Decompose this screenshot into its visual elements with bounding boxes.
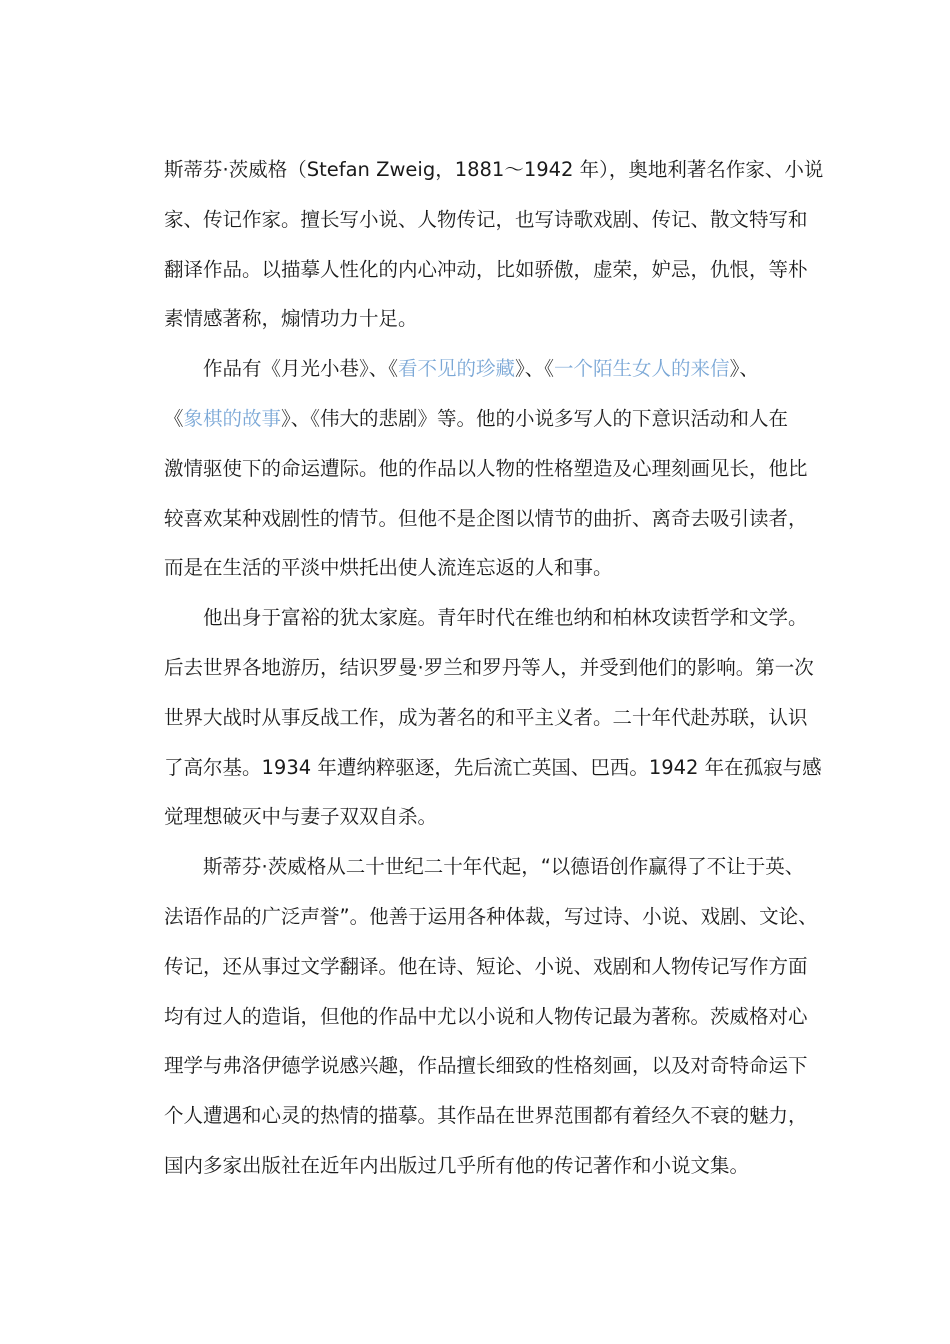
text-segment: 作品有《月光小巷》、《 xyxy=(203,357,399,381)
text-line: 斯蒂芬·茨威格（Stefan Zweig，1881～1942 年），奥地利著名作家、小说 xyxy=(164,158,824,181)
text-line: 家、传记作家。擅长写小说、人物传记，也写诗歌戏剧、传记、散文特写和 xyxy=(164,207,808,231)
text-line: 较喜欢某种戏剧性的情节。但他不是企图以情节的曲折、离奇去吸引读者， xyxy=(164,506,808,530)
text-line: 法语作品的广泛声誉”。他善于运用各种体裁，写过诗、小说、戏剧、文论、 xyxy=(164,904,818,928)
paragraph-4 xyxy=(164,842,818,1191)
text-line: 而是在生活的平淡中烘托出使人流连忘返的人和事。 xyxy=(164,556,613,580)
text-line: 世界大战时从事反战工作，成为著名的和平主义者。二十年代赴苏联，认识 xyxy=(164,705,808,729)
paragraph-1 xyxy=(164,145,824,344)
text-line: 后去世界各地游历，结识罗曼·罗兰和罗丹等人，并受到他们的影响。第一次 xyxy=(164,655,814,679)
text-segment: 》、《 xyxy=(515,357,555,381)
paragraph-3 xyxy=(164,593,822,842)
link-kanbujian-de-zhencang[interactable]: 看不见的珍藏 xyxy=(398,357,516,381)
text-segment: 《 xyxy=(164,406,184,430)
text-line: 个人遭遇和心灵的热情的描摹。其作品在世界范围都有着经久不衰的魅力， xyxy=(164,1104,808,1128)
text-line: 理学与弗洛伊德学说感兴趣，作品擅长细致的性格刻画，以及对奇特命运下 xyxy=(164,1054,808,1078)
text-segment: 》、 xyxy=(729,357,759,381)
text-line xyxy=(164,344,806,394)
text-line: 素情感著称，煽情功力十足。 xyxy=(164,307,418,331)
text-line: 均有过人的造诣，但他的作品中尤以小说和人物传记最为著称。茨威格对心 xyxy=(164,1004,808,1028)
text-segment: 》、《伟大的悲剧》等。他的小说多写人的下意识活动和人在 xyxy=(281,406,789,430)
text-line: 翻译作品。以描摹人性化的内心冲动，比如骄傲，虚荣，妒忌，仇恨，等朴 xyxy=(164,257,808,281)
document-body xyxy=(164,145,824,1191)
text-line: 他出身于富裕的犹太家庭。青年时代在维也纳和柏林攻读哲学和文学。 xyxy=(203,606,808,630)
paragraph-2 xyxy=(164,344,806,593)
text-line: 传记，还从事过文学翻译。他在诗、短论、小说、戏剧和人物传记写作方面 xyxy=(164,954,808,978)
link-yige-moshengnvren-de-laixin[interactable]: 一个陌生女人的来信 xyxy=(554,357,730,381)
text-line: 国内多家出版社在近年内出版过几乎所有他的传记著作和小说文集。 xyxy=(164,1153,750,1177)
link-xiangqi-de-gushi[interactable]: 象棋的故事 xyxy=(183,406,282,430)
text-line: 激情驱使下的命运遭际。他的作品以人物的性格塑造及心理刻画见长，他比 xyxy=(164,456,808,480)
text-line xyxy=(164,394,806,444)
text-line: 觉理想破灭中与妻子双双自杀。 xyxy=(164,805,438,829)
text-line: 斯蒂芬·茨威格从二十世纪二十年代起，“以德语创作赢得了不让于英、 xyxy=(203,855,805,879)
text-line: 了高尔基。1934 年遭纳粹驱逐，先后流亡英国、巴西。1942 年在孤寂与感 xyxy=(164,755,822,779)
